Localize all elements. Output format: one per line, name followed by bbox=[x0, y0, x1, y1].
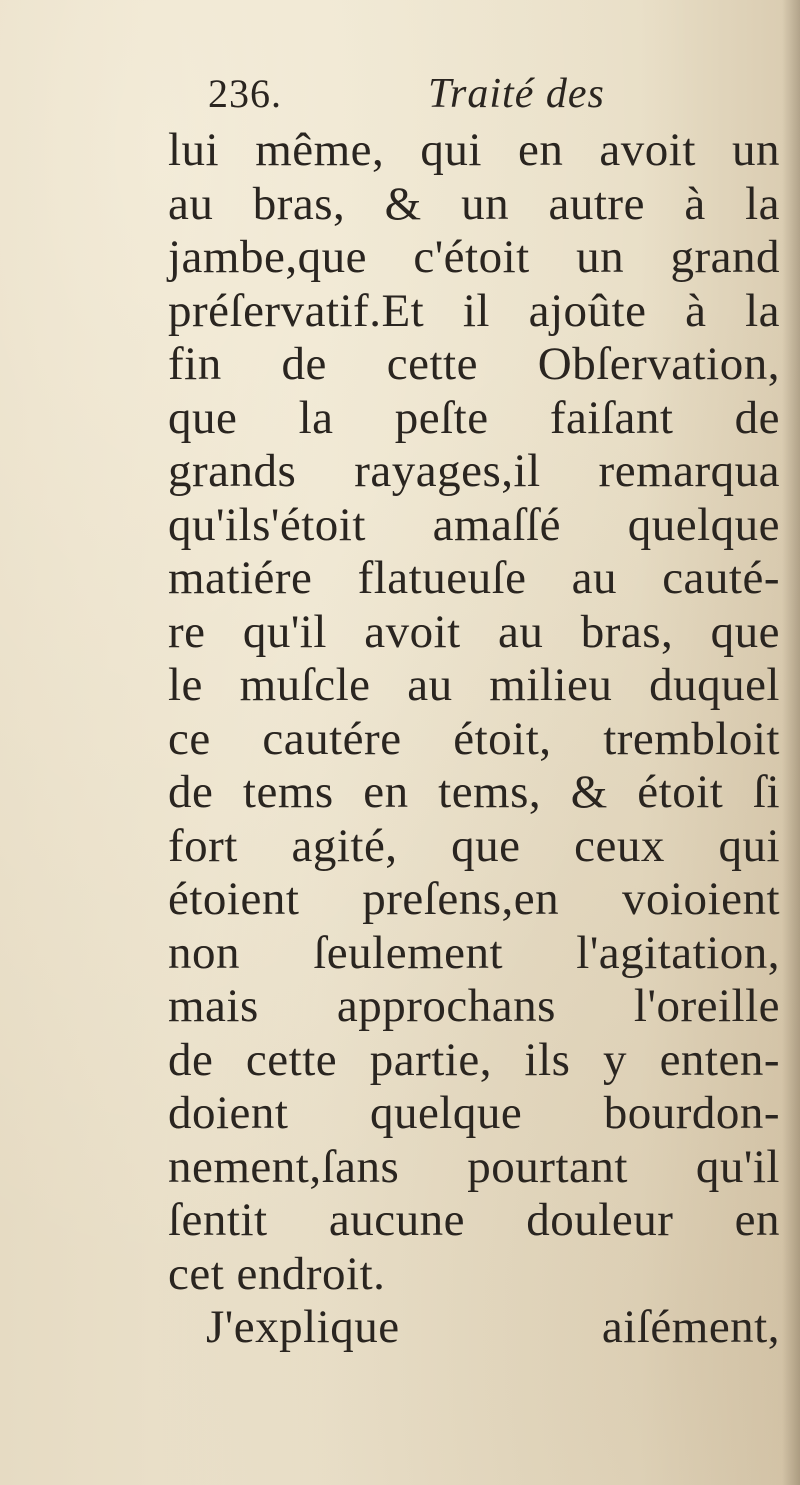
page-number: 236. bbox=[208, 71, 282, 116]
page-header bbox=[208, 70, 628, 118]
page-edge-shadow bbox=[782, 0, 800, 1485]
text-line: grands rayages,il remarqua bbox=[168, 445, 780, 497]
text-line: non ſeulement l'agitation, bbox=[168, 926, 780, 979]
text-line: re qu'il avoit au bras, que bbox=[168, 605, 780, 658]
text-line: préſervatif.Et il ajoûte à la bbox=[168, 284, 780, 337]
text-line: que la peſte faiſant de bbox=[168, 391, 780, 444]
text-line: lui même, qui en avoit un bbox=[168, 124, 780, 176]
text-line: de cette partie, ils y enten- bbox=[168, 1033, 780, 1086]
text-line: qu'ils'étoit amaſſé quelque bbox=[168, 498, 780, 551]
text-line: cet endroit. bbox=[168, 1247, 386, 1300]
body-text bbox=[168, 124, 780, 1355]
text-line: matiére flatueuſe au cauté- bbox=[168, 552, 780, 604]
text-line: au bras, & un autre à la bbox=[168, 177, 780, 230]
text-line: J'explique aiſément, bbox=[206, 1301, 780, 1353]
text-line: le muſcle au milieu duquel bbox=[168, 659, 780, 711]
text-line: fort agité, que ceux qui bbox=[168, 819, 780, 872]
text-line: étoient preſens,en voioient bbox=[168, 873, 780, 925]
text-line: ce cautére étoit, trembloit bbox=[168, 712, 780, 765]
text-line: mais approchans l'oreille bbox=[168, 980, 780, 1032]
text-line: nement,ſans pourtant qu'il bbox=[168, 1140, 780, 1193]
running-title: Traité des bbox=[428, 71, 605, 117]
text-line: ſentit aucune douleur en bbox=[168, 1194, 780, 1246]
text-line: de tems en tems, & étoit ſi bbox=[168, 766, 780, 818]
text-line: fin de cette Obſervation, bbox=[168, 338, 780, 390]
text-line: jambe,que c'étoit un grand bbox=[168, 231, 780, 283]
text-line: doient quelque bourdon- bbox=[168, 1087, 780, 1139]
